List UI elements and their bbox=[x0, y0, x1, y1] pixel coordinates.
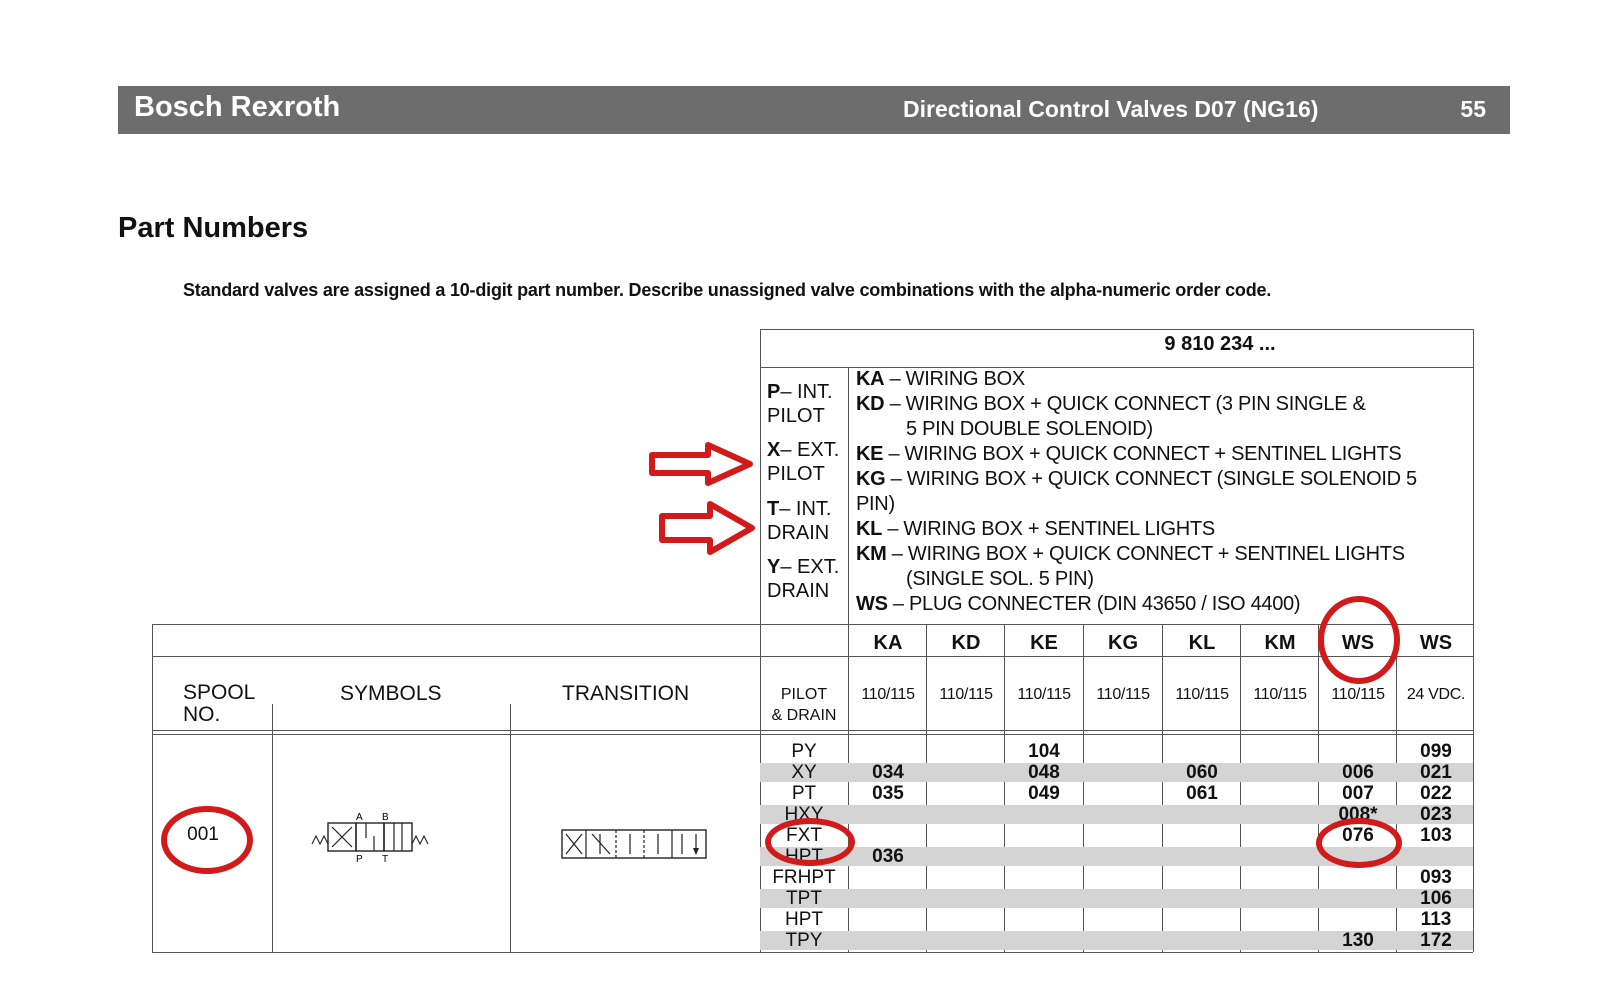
column-voltage: 110/115 bbox=[1253, 686, 1307, 703]
part-number-cell: 060 bbox=[1186, 762, 1218, 783]
legend-item: 5 PIN DOUBLE SOLENOID) bbox=[906, 418, 1153, 440]
rule bbox=[152, 624, 1473, 625]
part-number-cell: 034 bbox=[872, 762, 904, 783]
brand-name: Bosch Rexroth bbox=[134, 91, 341, 123]
column-voltage: 110/115 bbox=[1096, 686, 1150, 703]
part-number-cell: 007 bbox=[1342, 783, 1374, 804]
part-number-cell: 061 bbox=[1186, 783, 1218, 804]
pilot-option-x: X– EXT. PILOT bbox=[767, 439, 840, 485]
legend-item: KE – WIRING BOX + QUICK CONNECT + SENTINEL LIGHTS bbox=[856, 443, 1402, 465]
annotation-arrow-icon bbox=[648, 441, 756, 487]
part-number-cell: 106 bbox=[1420, 888, 1452, 909]
part-number-cell: 113 bbox=[1420, 909, 1452, 930]
section-title: Part Numbers bbox=[118, 212, 309, 244]
row-shading bbox=[760, 889, 1473, 908]
part-number-cell: 008* bbox=[1338, 804, 1378, 825]
pilot-option-p: P– INT. PILOT bbox=[767, 381, 833, 427]
column-voltage: 24 VDC. bbox=[1406, 686, 1466, 703]
column-code-kg: KG bbox=[1108, 632, 1138, 654]
annotation-circle bbox=[765, 818, 855, 866]
page-header-bar bbox=[118, 86, 1510, 134]
legend-item: WS – PLUG CONNECTER (DIN 43650 / ISO 4400) bbox=[856, 593, 1301, 615]
part-number-cell: 103 bbox=[1420, 825, 1452, 846]
svg-text:P: P bbox=[356, 854, 363, 864]
column-code-kl: KL bbox=[1188, 632, 1216, 654]
part-number-cell: 172 bbox=[1420, 930, 1452, 951]
svg-text:B: B bbox=[382, 812, 389, 823]
column-code-ke: KE bbox=[1030, 632, 1058, 654]
transition-symbol-icon bbox=[560, 828, 710, 862]
legend-item: KA – WIRING BOX bbox=[856, 368, 1025, 390]
part-number-cell: 049 bbox=[1028, 783, 1060, 804]
pilot-drain-header: PILOT & DRAIN bbox=[771, 686, 837, 724]
pilot-drain-cell: TPY bbox=[785, 930, 823, 951]
pilot-drain-cell: FRHPT bbox=[772, 867, 836, 888]
rule bbox=[152, 952, 1473, 953]
pilot-drain-cell: HPT bbox=[785, 909, 823, 930]
part-number-cell: 035 bbox=[872, 783, 904, 804]
annotation-circle bbox=[1318, 596, 1400, 684]
svg-text:T: T bbox=[382, 854, 389, 864]
part-number-cell: 104 bbox=[1028, 741, 1060, 762]
rule bbox=[152, 730, 1473, 731]
column-voltage: 110/115 bbox=[861, 686, 915, 703]
part-number-prefix: 9 810 234 ... bbox=[1164, 333, 1276, 355]
part-number-cell: 006 bbox=[1342, 762, 1374, 783]
legend-item: KD – WIRING BOX + QUICK CONNECT (3 PIN SINGLE & bbox=[856, 393, 1366, 415]
column-voltage: 110/115 bbox=[1175, 686, 1229, 703]
svg-text:A: A bbox=[356, 812, 363, 823]
pilot-drain-cell: HXY bbox=[784, 804, 824, 825]
column-voltage: 110/115 bbox=[1331, 686, 1385, 703]
rule bbox=[272, 704, 273, 952]
pilot-drain-cell: TPT bbox=[786, 888, 822, 909]
pilot-drain-cell: XY bbox=[791, 762, 817, 783]
legend-item: (SINGLE SOL. 5 PIN) bbox=[906, 568, 1094, 590]
column-code-ws: WS bbox=[1341, 632, 1375, 654]
column-voltage: 110/115 bbox=[939, 686, 993, 703]
pilot-option-y: Y– EXT. DRAIN bbox=[767, 556, 840, 602]
annotation-arrow-icon bbox=[658, 500, 758, 556]
pilot-drain-cell: PY bbox=[791, 741, 817, 762]
part-number-cell: 023 bbox=[1420, 804, 1452, 825]
column-code-km: KM bbox=[1264, 632, 1296, 654]
legend-item: KL – WIRING BOX + SENTINEL LIGHTS bbox=[856, 518, 1215, 540]
page-number: 55 bbox=[1460, 96, 1486, 122]
part-number-cell: 093 bbox=[1420, 867, 1452, 888]
annotation-circle bbox=[161, 806, 253, 874]
rule bbox=[510, 704, 511, 952]
part-number-cell: 036 bbox=[872, 846, 904, 867]
legend-item: KM – WIRING BOX + QUICK CONNECT + SENTINEL LIGHTS bbox=[856, 543, 1405, 565]
transition-header: TRANSITION bbox=[562, 682, 690, 705]
column-voltage: 110/115 bbox=[1017, 686, 1071, 703]
spool-number: 001 bbox=[187, 824, 219, 845]
valve-symbol-icon bbox=[310, 808, 432, 864]
document-title: Directional Control Valves D07 (NG16) bbox=[903, 96, 1319, 122]
pilot-drain-cell: FXT bbox=[786, 825, 822, 846]
column-code-ka: KA bbox=[873, 632, 903, 654]
legend-item: KG – WIRING BOX + QUICK CONNECT (SINGLE SOLENOID 5 bbox=[856, 468, 1417, 490]
part-number-cell: 022 bbox=[1420, 783, 1452, 804]
pilot-drain-cell: PT bbox=[791, 783, 817, 804]
rule bbox=[152, 624, 153, 952]
part-number-cell: 076 bbox=[1342, 825, 1374, 846]
rule bbox=[760, 329, 1473, 330]
spool-no-header: SPOOL NO. bbox=[183, 681, 256, 726]
rule bbox=[152, 656, 1473, 657]
pilot-option-t: T– INT. DRAIN bbox=[767, 498, 832, 544]
intro-text: Standard valves are assigned a 10-digit part number. Describe unassigned valve combinations with the alpha-numeric order code. bbox=[183, 280, 1272, 300]
part-number-cell: 021 bbox=[1420, 762, 1452, 783]
legend-item: PIN) bbox=[856, 493, 895, 515]
rule bbox=[152, 734, 1473, 735]
column-code-kd: KD bbox=[951, 632, 981, 654]
part-number-cell: 099 bbox=[1420, 741, 1452, 762]
symbols-header: SYMBOLS bbox=[340, 682, 442, 705]
part-number-cell: 130 bbox=[1342, 930, 1374, 951]
part-number-cell: 048 bbox=[1028, 762, 1060, 783]
column-code-ws-dc: WS bbox=[1419, 632, 1453, 654]
pilot-drain-cell: HPT bbox=[785, 846, 823, 867]
annotation-circle bbox=[1316, 818, 1402, 868]
